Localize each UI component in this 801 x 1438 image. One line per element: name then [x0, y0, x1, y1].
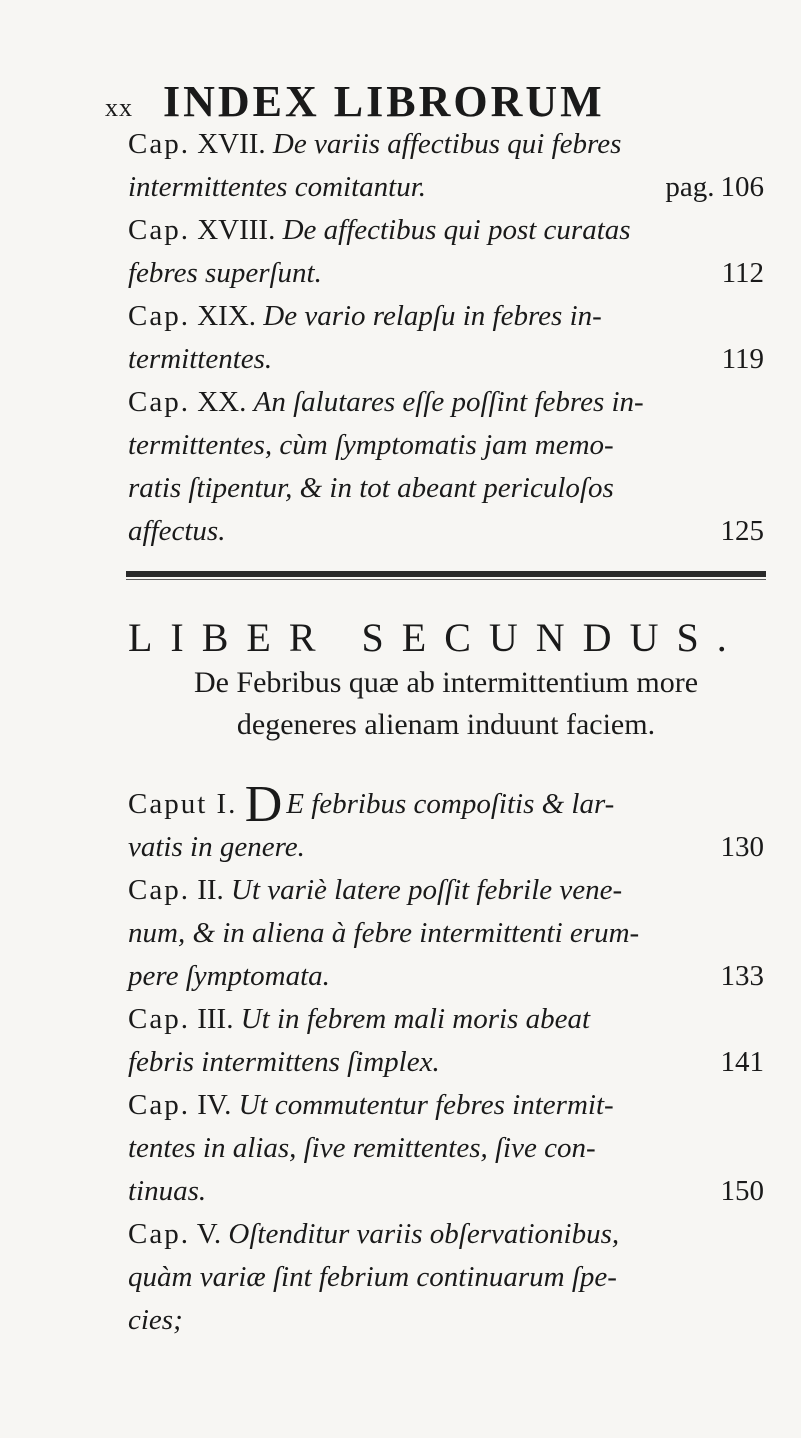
- entry-line: [128, 1299, 764, 1342]
- page-number-ref: 119: [721, 343, 764, 375]
- drop-cap: D: [244, 776, 283, 833]
- entry-line: [128, 424, 764, 467]
- entry-line: [128, 955, 764, 998]
- entry-line: [128, 123, 764, 166]
- chapter-number: XIX.: [197, 300, 257, 332]
- book-title: LIBER SECUNDUS.: [128, 615, 745, 660]
- ornamental-rule-thin: [126, 579, 766, 580]
- page-number: xx: [105, 93, 133, 122]
- page-reference: [721, 510, 765, 553]
- page-reference: [722, 338, 764, 381]
- chapter-label: Cap.: [128, 386, 190, 418]
- chapter-label: Cap.: [128, 874, 190, 906]
- page-reference: [721, 1170, 765, 1213]
- page-number-ref: 133: [720, 960, 764, 992]
- chapter-label: Caput I.: [128, 788, 238, 820]
- chapter-label: Cap.: [128, 1089, 190, 1121]
- entry-line: [128, 1127, 764, 1170]
- index-entries-top: [128, 123, 764, 553]
- chapter-number: IV.: [197, 1089, 232, 1121]
- entry-line: [128, 467, 764, 510]
- entry-text: Ut in febrem mali moris abeat: [240, 1003, 591, 1035]
- entry-text: De vario relapſu in febres in-: [263, 300, 602, 332]
- entry-text: De affectibus qui post curatas: [282, 214, 631, 246]
- entry-text: ratis ſtipentur, & in tot abeant periculoſos: [128, 472, 614, 504]
- entry-line: [128, 1170, 764, 1213]
- chapter-number: III.: [197, 1003, 234, 1035]
- entry-text: Oſtenditur variis obſervationibus,: [228, 1218, 620, 1250]
- entry-text: pere ſymptomata.: [128, 960, 330, 992]
- entry-text: quàm variæ ſint febrium continuarum ſpe-: [128, 1261, 617, 1293]
- entry-text: num, & in aliena à febre intermittenti erum-: [128, 917, 640, 949]
- entry-text: An ſalutares eſſe poſſint febres in-: [253, 386, 644, 418]
- page-number-ref: 130: [720, 831, 764, 863]
- page-number-ref: 141: [720, 1046, 764, 1078]
- header-title: INDEX LIBRORUM: [163, 77, 605, 126]
- chapter-label: Cap.: [128, 300, 190, 332]
- index-entry: [128, 209, 764, 295]
- chapter-number: II.: [197, 874, 224, 906]
- page-reference: [722, 252, 764, 295]
- entry-text: E febribus compoſitis & lar-: [286, 788, 615, 820]
- entry-line: [128, 338, 764, 381]
- entry-text: cies;: [128, 1304, 183, 1336]
- entry-text: tentes in alias, ſive remittentes, ſive con-: [128, 1132, 596, 1164]
- entry-text: termittentes, cùm ſymptomatis jam memo-: [128, 429, 614, 461]
- entry-line: [128, 209, 764, 252]
- book-subtitle: [128, 662, 764, 746]
- page-reference: [721, 955, 765, 998]
- entry-line: [128, 912, 764, 955]
- page-label: pag.: [665, 171, 715, 203]
- chapter-label: Cap.: [128, 1003, 190, 1035]
- entry-text: febres superſunt.: [128, 257, 322, 289]
- entry-text: affectus.: [128, 515, 226, 547]
- entry-line: [128, 826, 764, 869]
- page-number-ref: 125: [720, 515, 764, 547]
- chapter-label: Cap.: [128, 214, 190, 246]
- entry-line: [128, 1041, 764, 1084]
- index-entry: [128, 776, 764, 869]
- entry-line: [128, 998, 764, 1041]
- entry-line: [128, 1256, 764, 1299]
- entry-text: vatis in genere.: [128, 831, 305, 863]
- index-entry: [128, 1213, 764, 1342]
- chapter-number: XX.: [197, 386, 247, 418]
- page-number-ref: 106: [720, 171, 764, 203]
- chapter-label: Cap.: [128, 1218, 190, 1250]
- chapter-label: Cap.: [128, 128, 190, 160]
- chapter-number: XVII.: [197, 128, 266, 160]
- page-reference: [721, 826, 765, 869]
- index-entry: [128, 998, 764, 1084]
- page-reference: [721, 1041, 765, 1084]
- index-entry: [128, 381, 764, 553]
- entry-text: tinuas.: [128, 1175, 207, 1207]
- entry-text: De variis affectibus qui febres: [272, 128, 622, 160]
- entry-text: termittentes.: [128, 343, 273, 375]
- chapter-number: V.: [196, 1218, 222, 1250]
- page-reference: [665, 166, 764, 209]
- entry-line: [128, 252, 764, 295]
- book-subtitle-line: degeneres alienam induunt faciem.: [236, 708, 656, 741]
- entry-text: Ut commutentur febres intermit-: [238, 1089, 614, 1121]
- entry-line: [128, 869, 764, 912]
- entry-line: [128, 295, 764, 338]
- entry-text: Ut variè latere poſſit febrile vene-: [231, 874, 623, 906]
- index-entry: [128, 295, 764, 381]
- index-entry: [128, 1084, 764, 1213]
- book-subtitle-line: De Febribus quæ ab intermittentium more: [193, 666, 699, 699]
- index-entries-bottom: [128, 776, 764, 1342]
- ornamental-rule: [126, 571, 766, 577]
- entry-text: intermittentes comitantur.: [128, 171, 427, 203]
- entry-text: febris intermittens ſimplex.: [128, 1046, 440, 1078]
- index-entry: [128, 869, 764, 998]
- entry-line: [128, 776, 764, 833]
- entry-line: [128, 510, 764, 553]
- page-number-ref: 112: [721, 257, 764, 289]
- entry-line: [128, 1084, 764, 1127]
- chapter-number: XVIII.: [197, 214, 276, 246]
- index-entry: [128, 123, 764, 209]
- entry-line: [128, 1213, 764, 1256]
- page-number-ref: 150: [720, 1175, 764, 1207]
- entry-line: [128, 381, 764, 424]
